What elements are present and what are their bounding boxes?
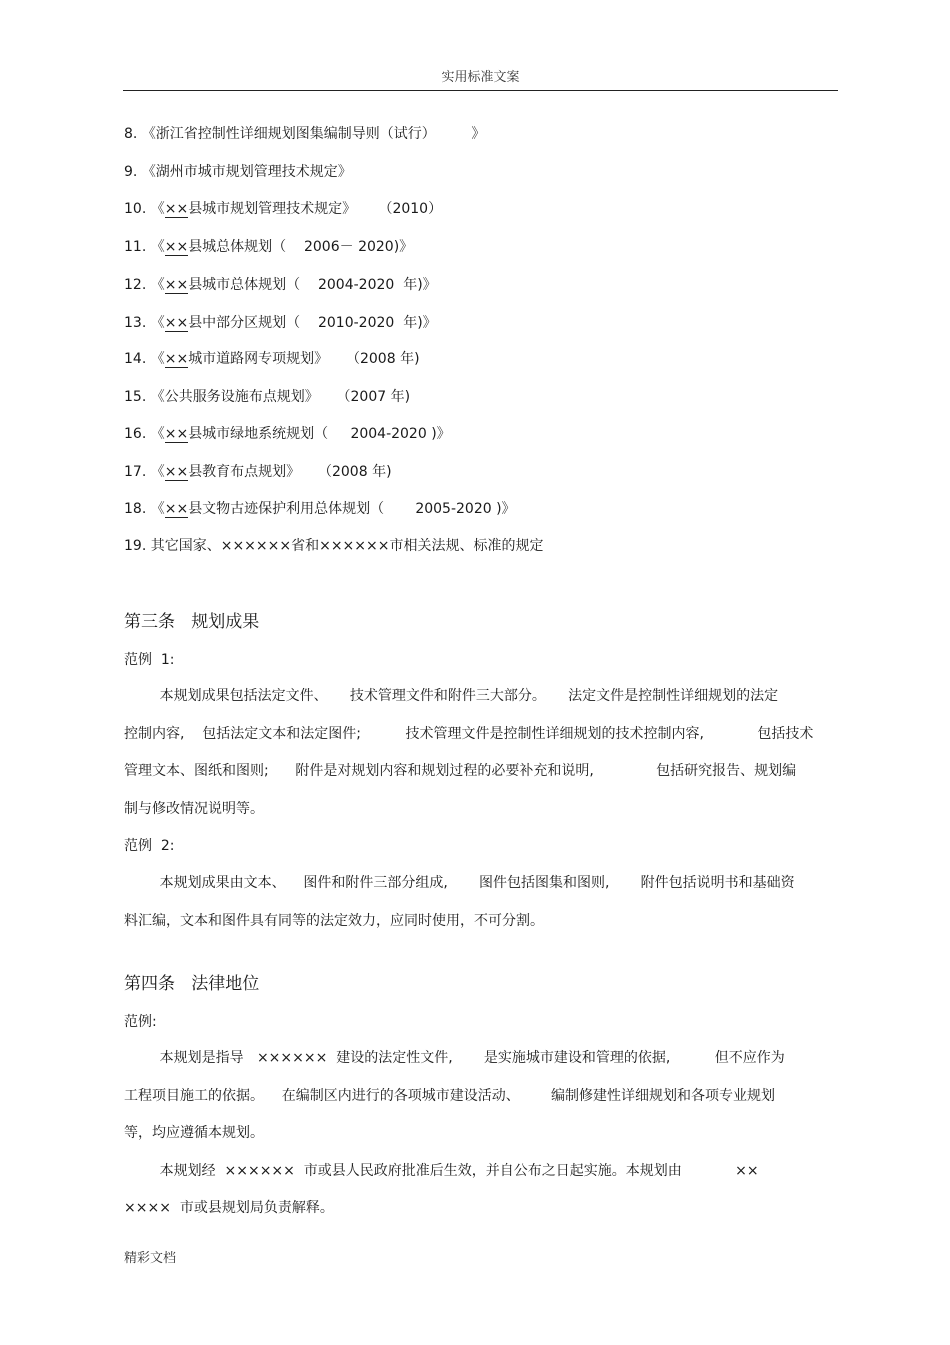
reference-number: 9. xyxy=(124,164,138,180)
reference-item xyxy=(124,275,437,295)
reference-number: 13. xyxy=(124,315,147,331)
reference-number: 16. xyxy=(124,426,147,442)
article-3-example-1-line: 制与修改情况说明等。 xyxy=(124,801,264,817)
reference-text: 县城市规划管理技术规定》 （2010） xyxy=(188,201,443,217)
article-3-example-1-label: 范例 1: xyxy=(124,652,175,668)
article-4-line: 本规划经 ×××××× 市或县人民政府批准后生效，并自公布之日起实施。本规划由 ×× xyxy=(124,1163,759,1179)
reference-item xyxy=(124,462,392,482)
page-footer: 精彩文档 xyxy=(124,1251,177,1266)
reference-placeholder: ×× xyxy=(164,426,189,442)
reference-placeholder: ×× xyxy=(164,277,189,293)
reference-bracket: 《 xyxy=(150,239,165,255)
article-3-example-2-line: 料汇编，文本和图件具有同等的法定效力，应同时使用，不可分割。 xyxy=(124,913,544,929)
reference-bracket: 《 xyxy=(150,464,165,480)
article-4-line: 工程项目施工的依据。 在编制区内进行的各项城市建设活动、 编制修建性详细规划和各项专业规划 xyxy=(124,1088,775,1104)
reference-text: 《浙江省控制性详细规划图集编制导则（试行） 》 xyxy=(141,126,486,142)
reference-number: 8. xyxy=(124,126,138,142)
reference-text: 县中部分区规划（ 2010-2020 年)》 xyxy=(188,315,437,331)
reference-text: 《湖州市城市规划管理技术规定》 xyxy=(141,164,352,180)
reference-item xyxy=(124,199,442,219)
reference-item xyxy=(124,162,352,182)
reference-text: 县教育布点规划》 （2008 年) xyxy=(188,464,392,480)
reference-number: 10. xyxy=(124,201,147,217)
reference-item xyxy=(124,237,413,257)
reference-placeholder: ×× xyxy=(164,464,189,480)
reference-item xyxy=(124,387,410,407)
reference-number: 14. xyxy=(124,351,147,367)
reference-text: 县文物古迹保护利用总体规划（ 2005-2020 )》 xyxy=(188,501,516,517)
page-header xyxy=(123,66,838,91)
reference-item xyxy=(124,313,437,333)
article-3-example-1-line: 管理文本、图纸和图则; 附件是对规划内容和规划过程的必要补充和说明, 包括研究报告、规划编 xyxy=(124,763,797,779)
article-3-example-2-line: 本规划成果由文本、 图件和附件三部分组成, 图件包括图集和图则, 附件包括说明书和基础资 xyxy=(124,875,795,891)
reference-number: 17. xyxy=(124,464,147,480)
article-4-line: 等，均应遵循本规划。 xyxy=(124,1125,264,1141)
reference-number: 11. xyxy=(124,239,147,255)
header-title: 实用标准文案 xyxy=(441,70,520,85)
article-3-example-1-line: 本规划成果包括法定文件、 技术管理文件和附件三大部分。 法定文件是控制性详细规划的法定 xyxy=(124,688,779,704)
reference-bracket: 《 xyxy=(150,201,165,217)
reference-text: 县城市总体规划（ 2004-2020 年)》 xyxy=(188,277,437,293)
article-3-example-1-line: 控制内容, 包括法定文本和法定图件; 技术管理文件是控制性详细规划的技术控制内容, 包括技术 xyxy=(124,726,814,742)
reference-item xyxy=(124,424,451,444)
reference-placeholder: ×× xyxy=(164,239,189,255)
reference-item xyxy=(124,124,485,144)
article-3-example-2-label: 范例 2: xyxy=(124,838,175,854)
reference-text: 城市道路网专项规划》 （2008 年) xyxy=(188,351,420,367)
reference-text: 县城市绿地系统规划（ 2004-2020 )》 xyxy=(188,426,451,442)
reference-number: 18. xyxy=(124,501,147,517)
reference-bracket: 《 xyxy=(150,277,165,293)
reference-text: 县城总体规划（ 2006－ 2020)》 xyxy=(188,239,414,255)
reference-number: 12. xyxy=(124,277,147,293)
reference-placeholder: ×× xyxy=(164,501,189,517)
reference-number: 19. xyxy=(124,538,147,554)
reference-item xyxy=(124,536,543,556)
reference-number: 15. xyxy=(124,389,147,405)
reference-placeholder: ×× xyxy=(164,201,189,217)
article-4-line: ×××× 市或县规划局负责解释。 xyxy=(124,1200,334,1216)
article-4-line: 本规划是指导 ×××××× 建设的法定性文件, 是实施城市建设和管理的依据, 但不应作为 xyxy=(124,1050,785,1066)
reference-bracket: 《 xyxy=(150,315,165,331)
reference-bracket: 《 xyxy=(150,351,165,367)
reference-text: 其它国家、××××××省和××××××市相关法规、标准的规定 xyxy=(150,538,544,554)
article-4-title: 第四条 法律地位 xyxy=(124,974,260,994)
reference-item xyxy=(124,499,516,519)
reference-placeholder: ×× xyxy=(164,315,189,331)
article-4-example-label: 范例: xyxy=(124,1014,157,1030)
reference-placeholder: ×× xyxy=(164,351,189,367)
reference-item xyxy=(124,349,420,369)
reference-text: 《公共服务设施布点规划》 （2007 年) xyxy=(150,389,411,405)
article-3-title: 第三条 规划成果 xyxy=(124,612,260,632)
reference-bracket: 《 xyxy=(150,426,165,442)
reference-bracket: 《 xyxy=(150,501,165,517)
